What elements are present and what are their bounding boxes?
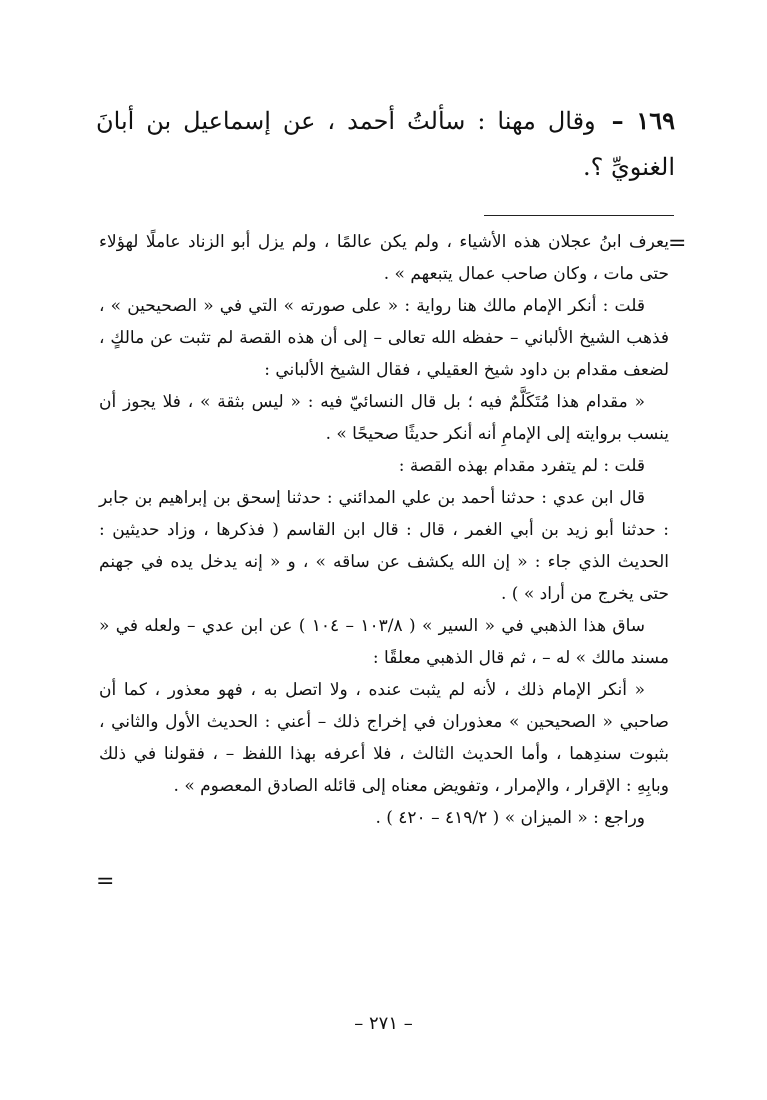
footnote-paragraph: يعرف ابنُ عجلان هذه الأشياء ، ولم يكن عالمًا ، ولم يزل أبو الزناد عاملًا لهؤلاء حتى مات ، وكان صاحب عمال يتبعهم » . [99,232,669,284]
footnote-paragraph: قال ابن عدي : حدثنا أحمد بن علي المدائني : حدثنا إسحق بن إبراهيم بن جابر : حدثنا أبو زيد بن أبي الغمر ، قال : قال ابن القاسم ( فذكرها ، وزاد حديثين : الحديث الذي جاء : « إن الله يكشف عن ساقه » ، و « إنه يدخل يده في جهنم حتى يخرج من أراد » ) . [99,488,669,604]
footnote-paragraph: « مقدام هذا مُتَكَلَّمٌ فيه ؛ بل قال النسائيّ فيه : « ليس بثقة » ، فلا يجوز أن ينسب بروايته إلى الإمامِ أنه أنكر حديثًا صحيحًا » . [99,392,669,444]
footnote-paragraph: ساق هذا الذهبي في « السير » ( ١٠٣/٨ – ١٠٤ ) عن ابن عدي – ولعله في « مسند مالك » له – ، ثم قال الذهبي معلقًا : [99,616,669,668]
entry-number: ١٦٩ – [611,106,675,135]
continuation-marker-top: = [668,231,687,256]
page-number: – ٢٧١ – [354,1013,413,1034]
footnote-separator [484,215,674,216]
footnote-block [99,226,669,834]
footnote-paragraph: « أنكر الإمام ذلك ، لأنه لم يثبت عنده ، ولا اتصل به ، فهو معذور ، كما أن صاحبي « الصحيحين » معذوران في إخراج ذلك – أعني : الحديث الأول والثاني ، بثبوت سندِهما ، وأما الحديث الثالث ، فلا أعرفه بهذا اللفظ – ، فقولنا في ذلك وبابِهِ : الإقرار ، والإمرار ، وتفويض معناه إلى قائله الصادق المعصوم » . [99,680,669,796]
continuation-marker-bottom: = [96,869,115,894]
entry-169 [96,98,675,190]
footnote-paragraph: قلت : أنكر الإمام مالك هنا رواية : « على صورته » التي في « الصحيحين » ، فذهب الشيخ الألباني – حفظه الله تعالى – إلى أن هذه القصة لم تثبت عن مالكٍ ، لضعف مقدام بن داود شيخ العقيلي ، فقال الشيخ الألباني : [99,296,669,380]
entry-text: وقال مهنا : سألتُ أحمد ، عن إسماعيل بن أبانَ الغنويِّ ؟. [96,107,675,181]
footnote-paragraph: قلت : لم يتفرد مقدام بهذه القصة : [398,456,645,476]
footnote-paragraph: وراجع : « الميزان » ( ٤١٩/٢ – ٤٢٠ ) . [375,808,645,828]
